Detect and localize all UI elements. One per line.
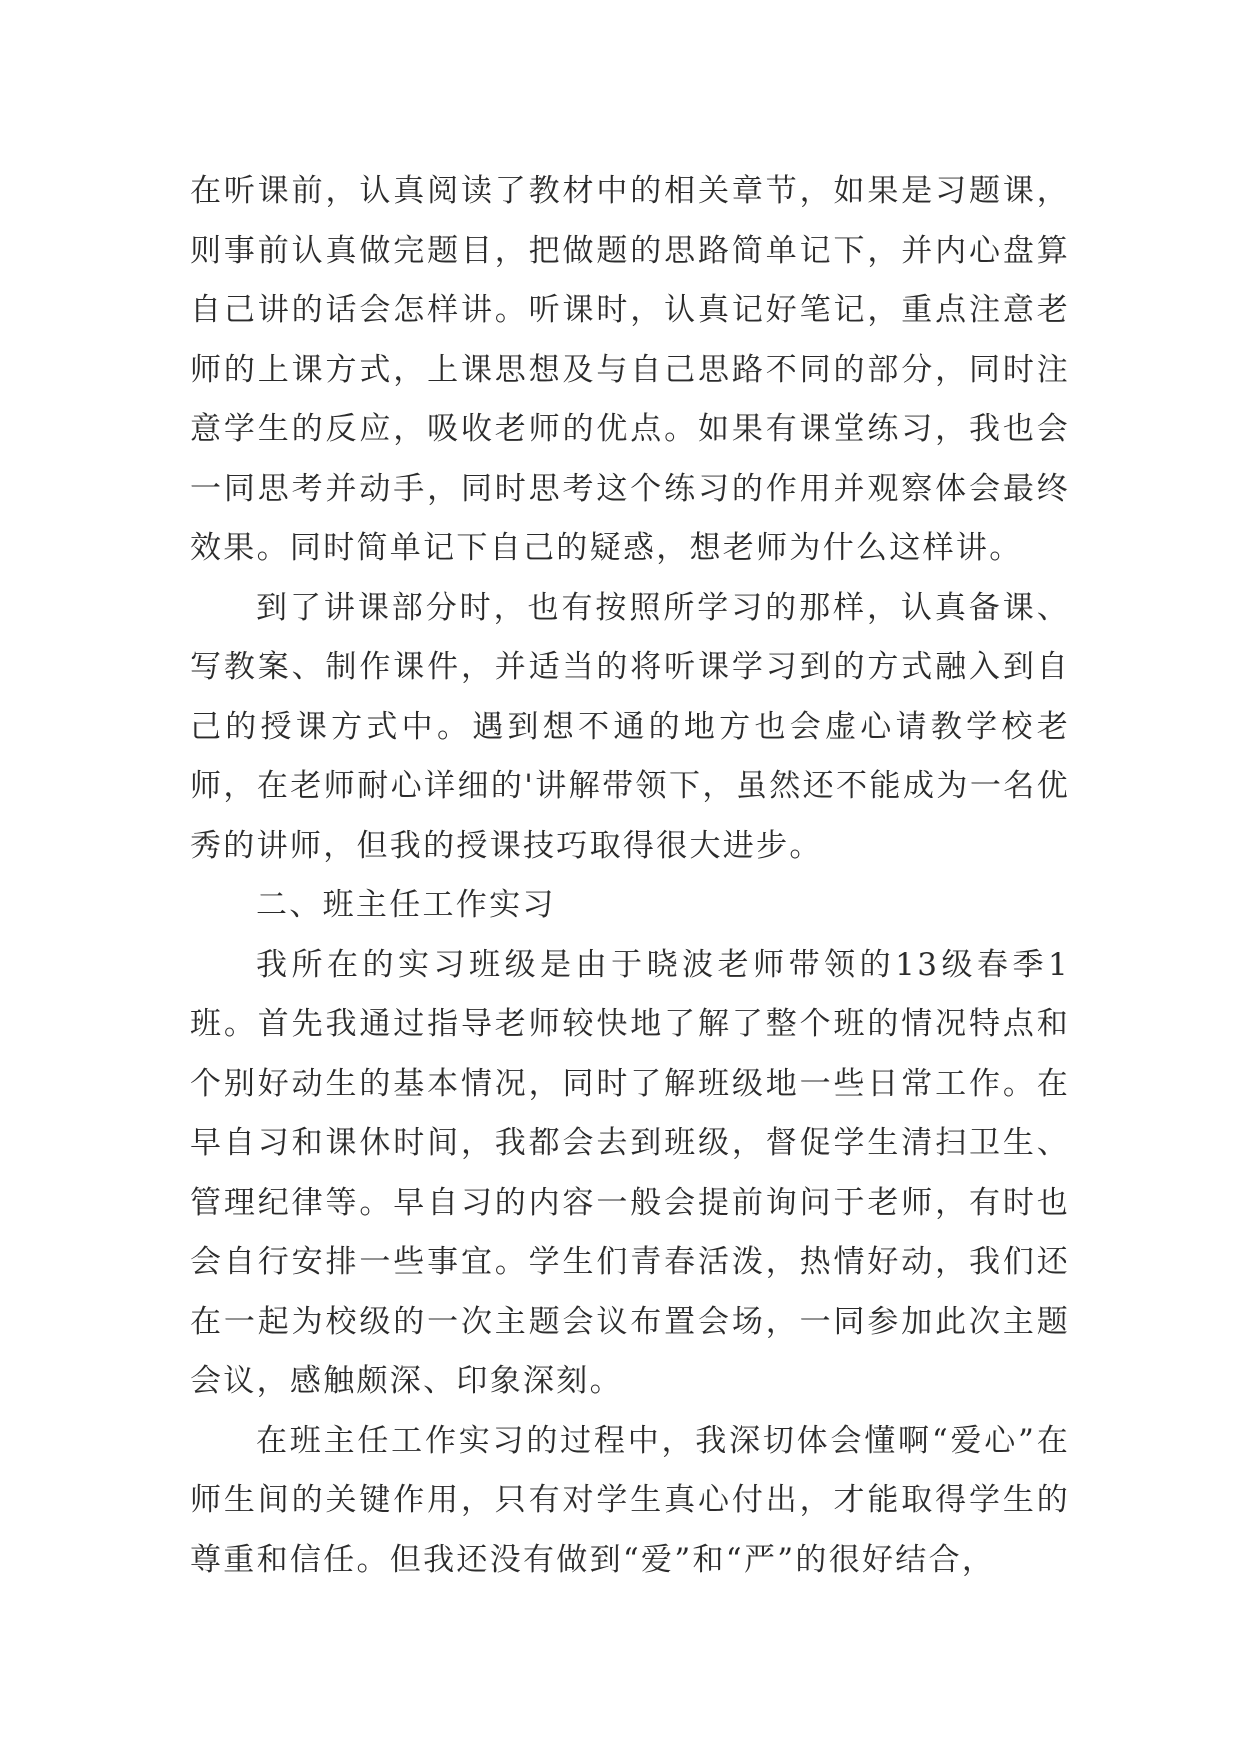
section-heading-head-teacher-internship: 二、班主任工作实习 bbox=[256, 887, 556, 923]
paragraph-head-teacher-reflection: 在班主任工作实习的过程中，我深切体会懂啊“爱心”在师生间的关键作用，只有对学生真心付出，才能取得学生的尊重和信任。但我还没有做到“爱”和“严”的很好结合， bbox=[190, 1422, 1070, 1578]
paragraph-internship-class: 我所在的实习班级是由于晓波老师带领的13级春季1班。首先我通过指导老师较快地了解了整个班的情况特点和个别好动生的基本情况，同时了解班级地一些日常工作。在早自习和课休时间，我都会去到班级，督促学生清扫卫生、管理纪律等。早自习的内容一般会提前询问于老师，有时也会自行安排一些事宜。学生们青春活泼，热情好动，我们还在一起为校级的一次主题会议布置会场，一同参加此次主题会议，感触颇深、印象深刻。 bbox=[190, 946, 1070, 1399]
document-body bbox=[190, 162, 1070, 1590]
paragraph-lecture-preparation: 在听课前，认真阅读了教材中的相关章节，如果是习题课，则事前认真做完题目，把做题的思路简单记下，并内心盘算自己讲的话会怎样讲。听课时，认真记好笔记，重点注意老师的上课方式，上课思想及与自己思路不同的部分，同时注意学生的反应，吸收老师的优点。如果有课堂练习，我也会一同思考并动手，同时思考这个练习的作用并观察体会最终效果。同时简单记下自己的疑惑，想老师为什么这样讲。 bbox=[190, 173, 1070, 566]
paragraph-teaching-practice: 到了讲课部分时，也有按照所学习的那样，认真备课、写教案、制作课件，并适当的将听课学习到的方式融入到自己的授课方式中。遇到想不通的地方也会虚心请教学校老师，在老师耐心详细的'讲解带领下，虽然还不能成为一名优秀的讲师，但我的授课技巧取得很大进步。 bbox=[190, 589, 1070, 864]
